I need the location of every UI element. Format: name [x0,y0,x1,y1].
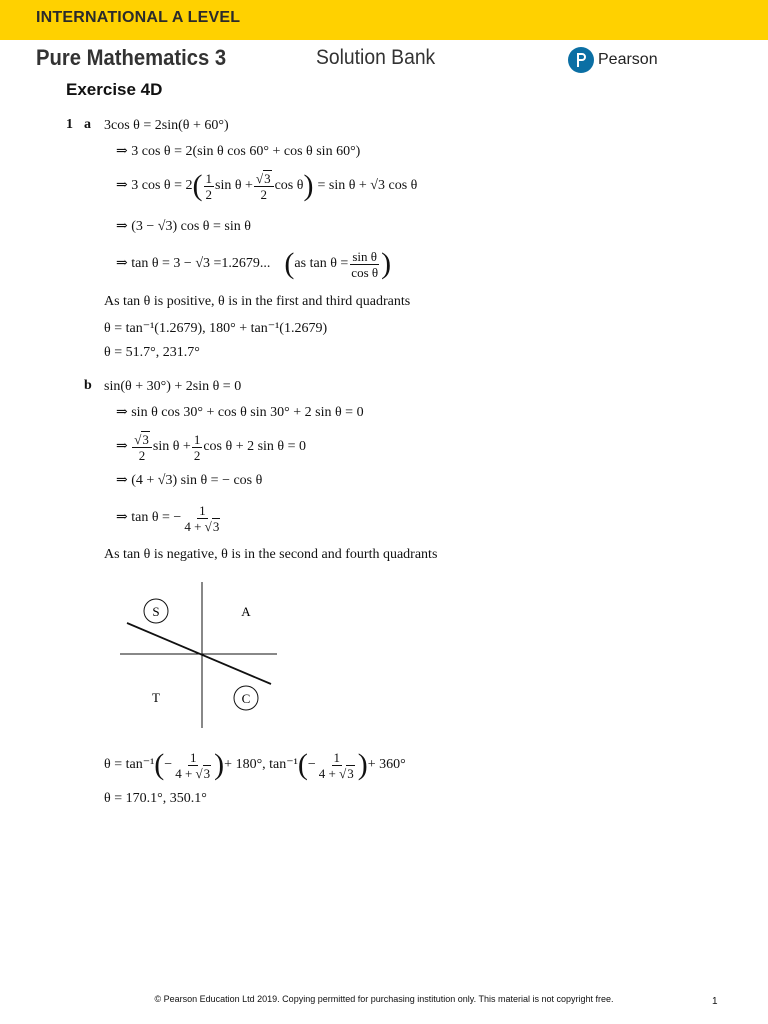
step-4-note: as tan θ = [294,256,349,271]
part-a-step-3: ⇒ (3 − √3) cos θ = sin θ [116,219,251,234]
fraction-sin-cos: $\frac{\text{sin θ}}{\text{cos θ}}$ [351,248,379,280]
part-b-step-3: ⇒ (4 + √3) sin θ = − cos θ [116,473,263,488]
quadrant-c: C [241,691,251,706]
part-a-step-2: ⇒ 3 cos θ = 2 ( $\frac{1}{2}$ sin θ + $\frac{√3}{2}$ cos θ ) = sin θ + √3 cos θ [116,169,418,202]
exercise-title: Exercise 4D [66,80,163,99]
page-number: 1 [712,996,718,1007]
step-2-term: sin θ + [215,178,253,193]
fraction-one-over: $\frac{1}{4 + √3}$ [318,749,354,781]
sol-1-b: + 180°, tan⁻¹ [224,757,298,772]
copyright-footer: © Pearson Education Ltd 2019. Copying permitted for purchasing institution only. This material is not copyright free. [154,994,614,1004]
part-a-step-1: ⇒ 3 cos θ = 2(sin θ cos 60° + cos θ sin 60°) [116,144,361,159]
fraction-one-over: $\frac{1}{4 + √3}$ [184,502,220,534]
part-b-step-1: ⇒ sin θ cos 30° + cos θ sin 30° + 2 sin θ = 0 [116,405,364,420]
step-2-term: sin θ + [152,439,191,454]
question-number: 1 [66,117,73,132]
pearson-logo [568,46,658,74]
step-4-text: ⇒ tan θ = − [116,510,182,525]
part-a-label: a [84,117,91,132]
fraction-root3-half: $\frac{√3}{2}$ [254,171,274,202]
step-2-rhs: = sin θ + √3 cos θ [317,178,418,193]
part-a-step-4: ⇒ tan θ = 3 − √3 =1.2679... ( as tan θ = $\frac{\text{sin θ}}{\text{cos θ}}$ ) [116,247,392,280]
quadrant-s: S [152,604,160,619]
step-2-term-2: cos θ [274,178,304,193]
quadrant-t: T [152,690,160,705]
header-band [0,0,768,40]
step-4-text: ⇒ tan θ = 3 − √3 =1.2679... [116,256,271,271]
fraction-one-over: $\frac{1}{4 + √3}$ [175,749,211,781]
course-title: Pure Mathematics 3 [36,45,227,70]
pearson-wordmark: Pearson [598,51,658,68]
part-b-label: b [84,378,92,393]
step-2-term-2: cos θ + 2 sin θ = 0 [203,439,307,454]
part-b-solution-2: θ = 170.1°, 350.1° [104,791,207,806]
fraction-half: $\frac{1}{2}$ [193,431,201,463]
part-a-equation: 3cos θ = 2sin(θ + 60°) [104,118,229,133]
part-a-solution-1: θ = tan⁻¹(1.2679), 180° + tan⁻¹(1.2679) [104,321,328,336]
part-a-solution-2: θ = 51.7°, 231.7° [104,345,200,360]
part-b-text: As tan θ is negative, θ is in the second and fourth quadrants [104,547,438,562]
pearson-p-icon [568,47,594,73]
part-a-text: As tan θ is positive, θ is in the first and third quadrants [104,294,411,309]
sol-1-a: θ = tan⁻¹ [104,757,155,772]
part-b-solution-1: θ = tan⁻¹ ( − $\frac{1}{4 + √3}$ ) + 180°, tan⁻¹ ( − $\frac{1}{4 + √3}$ ) + 360° [104,748,406,781]
part-b-equation: sin(θ + 30°) + 2sin θ = 0 [104,379,242,394]
solution-bank-title: Solution Bank [316,46,436,69]
sol-1-c: + 360° [367,757,406,772]
part-b-step-4 [116,498,223,538]
level-label: INTERNATIONAL A LEVEL [36,9,241,26]
cast-diagram [115,578,285,733]
fraction-half: $\frac{1}{2}$ [205,170,212,202]
quadrant-a: A [241,604,251,619]
part-b-step-2: ⇒ $\frac{√3}{2}$ sin θ + $\frac{1}{2}$ cos θ + 2 sin θ = 0 [116,431,307,463]
step-2-lhs: ⇒ 3 cos θ = 2 [116,178,193,193]
fraction-root3-half: $\frac{√3}{2}$ [132,432,152,463]
